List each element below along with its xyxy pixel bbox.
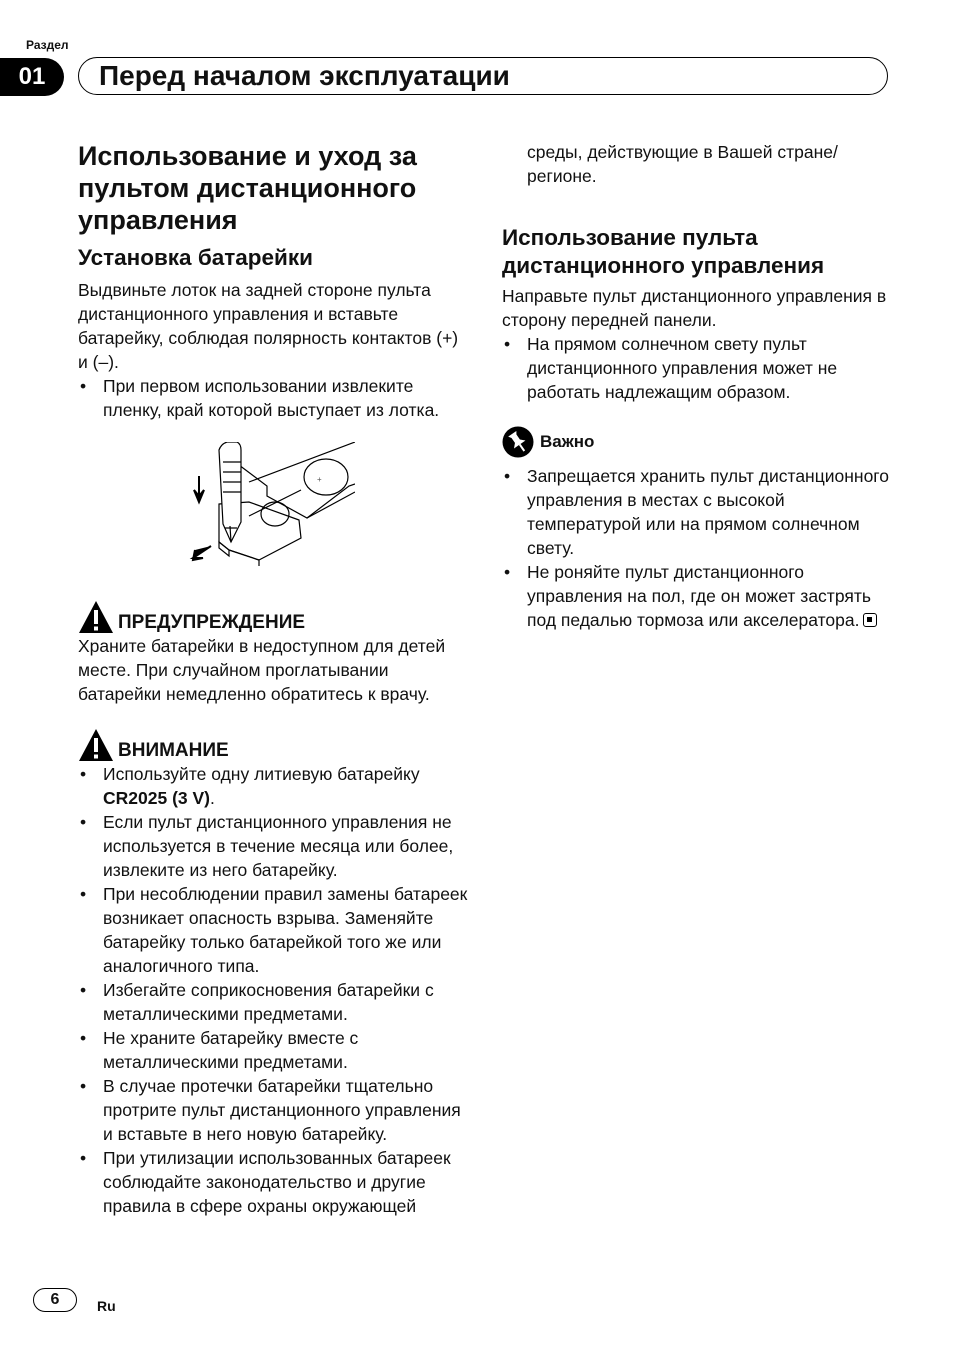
chapter-title: Перед началом эксплуатации <box>78 57 888 95</box>
svg-text:+: + <box>317 475 322 484</box>
list-item: • При утилизации использованных батареек соблюдайте законодательство и другие правила в сфере охраны окружающей <box>78 1146 468 1218</box>
using-text: Направьте пульт дистанционного управления в сторону передней панели. <box>502 286 887 330</box>
list-item-text: Не роняйте пульт дистанционного управления на пол, где он может застрять под педалью тормоза или акселератора. <box>527 562 871 630</box>
battery-type-suffix: . <box>210 788 215 808</box>
important-notice <box>502 426 894 632</box>
important-title: Важно <box>540 432 595 451</box>
left-column <box>78 140 468 1218</box>
warning-triangle-icon <box>78 600 114 634</box>
list-item <box>502 560 894 632</box>
battery-type-prefix: Используйте одну литиевую батарейку <box>103 764 420 784</box>
caution-notice <box>78 728 468 1218</box>
list-item: • Не храните батарейку вместе с металлическими предметами. <box>78 1026 468 1074</box>
list-item: • На прямом солнечном свету пульт дистанционного управления может не работать надлежащим образом. <box>502 332 894 404</box>
caution-bullets <box>78 762 468 1218</box>
right-column <box>502 140 894 632</box>
main-title: Использование и уход за пультом дистанционного управления <box>78 141 417 235</box>
battery-model: CR2025 (3 V) <box>103 788 210 808</box>
using-bullets <box>502 332 894 404</box>
list-item: • В случае протечки батарейки тщательно протрите пульт дистанционного управления и вставьте в него новую батарейку. <box>78 1074 468 1146</box>
list-item: • Запрещается хранить пульт дистанционного управления в местах с высокой температурой или на прямом солнечном свету. <box>502 464 894 560</box>
list-item: • При несоблюдении правил замены батареек возникает опасность взрыва. Заменяйте батарейку только батарейкой того же или аналогичного типа. <box>78 882 468 978</box>
battery-heading: Установка батарейки <box>78 245 313 270</box>
list-item: • Если пульт дистанционного управления не используется в течение месяца или более, извлеките из него батарейку. <box>78 810 468 882</box>
list-item: • Избегайте соприкосновения батарейки с металлическими предметами. <box>78 978 468 1026</box>
battery-bullets <box>78 374 468 422</box>
continued-text: среды, действующие в Вашей стране/ регионе. <box>527 142 838 186</box>
caution-title: ВНИМАНИЕ <box>118 740 229 761</box>
important-pin-icon <box>502 426 534 458</box>
end-of-section-icon <box>863 613 877 627</box>
language-code: Ru <box>97 1298 116 1314</box>
page-number: 6 <box>33 1288 77 1312</box>
warning-title: ПРЕДУПРЕЖДЕНИЕ <box>118 612 306 633</box>
important-bullets <box>502 464 894 632</box>
section-number-tab: 01 <box>0 58 64 96</box>
battery-insert-illustration <box>189 442 355 572</box>
warning-notice <box>78 600 468 706</box>
caution-triangle-icon <box>78 728 114 762</box>
list-item <box>78 762 468 810</box>
warning-text: Храните батарейки в недоступном для детей месте. При случайном проглатывании батарейки немедленно обратитесь к врачу. <box>78 636 446 704</box>
using-heading: Использование пульта дистанционного управления <box>502 225 825 278</box>
section-label: Раздел <box>26 38 69 52</box>
battery-text: Выдвиньте лоток на задней стороне пульта дистанционного управления и вставьте батарейку, соблюдая полярность контактов (+) и (–). <box>78 280 459 372</box>
list-item: • При первом использовании извлеките пленку, край которой выступает из лотка. <box>78 374 468 422</box>
